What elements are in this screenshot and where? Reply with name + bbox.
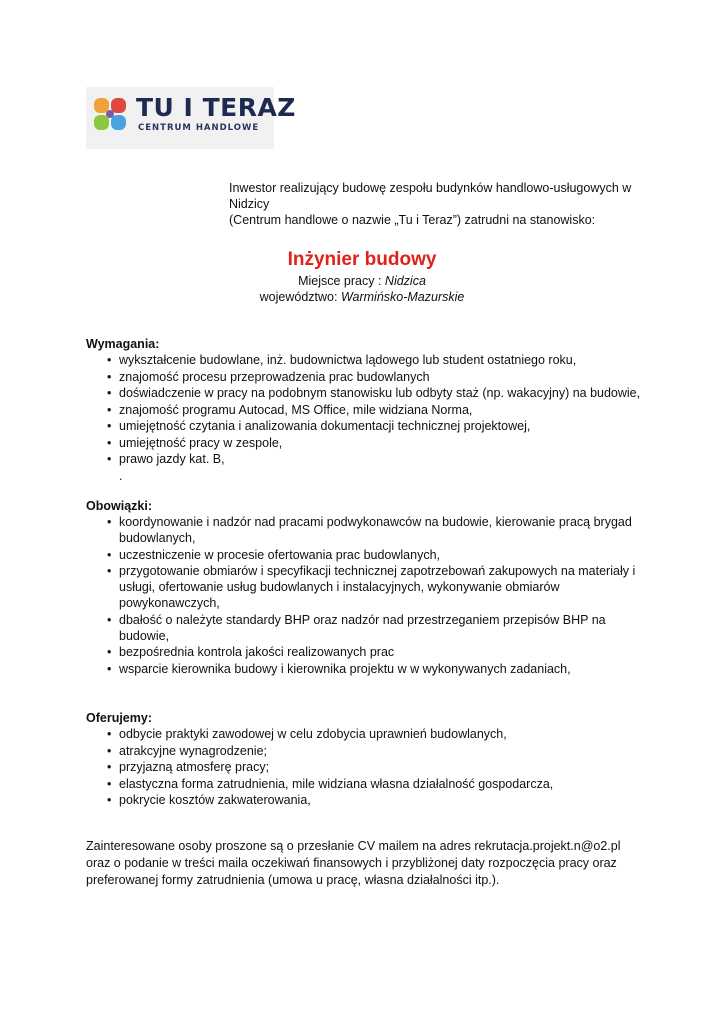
list-item: • przygotowanie obmiarów i specyfikacji technicznej zapotrzebowań zakupowych na materiały i usługi, ofertowanie usług budowlanych i instalacyjnych, wykonywanie obmiarów powykonawczych, bbox=[86, 563, 646, 611]
intro-text bbox=[215, 180, 645, 228]
offer-heading: Oferujemy: bbox=[86, 711, 152, 725]
requirements-heading: Wymagania: bbox=[86, 337, 160, 351]
list-item: • dbałość o należyte standardy BHP oraz nadzór nad przestrzeganiem przepisów BHP na budowie, bbox=[86, 612, 646, 644]
work-region-value: Warmińsko-Mazurskie bbox=[340, 290, 465, 304]
list-item: • pokrycie kosztów zakwaterowania, bbox=[86, 792, 646, 808]
list-item: • przyjazną atmosferę pracy; bbox=[86, 759, 646, 775]
offer-list bbox=[86, 726, 646, 808]
list-item: • umiejętność czytania i analizowania dokumentacji technicznej projektowej, bbox=[86, 418, 646, 434]
work-place bbox=[0, 273, 724, 289]
list-item: • atrakcyjne wynagrodzenie; bbox=[86, 743, 646, 759]
logo-petal-red bbox=[111, 98, 126, 113]
list-item: • wykształcenie budowlane, inż. budownictwa lądowego lub student ostatniego roku, bbox=[86, 352, 646, 368]
intro-line-1: Inwestor realizujący budowę zespołu budynków handlowo-usługowych w Nidzicy bbox=[229, 181, 632, 211]
flower-logo-icon bbox=[92, 96, 128, 132]
requirements-section bbox=[86, 336, 646, 484]
list-trailing-dot: . bbox=[119, 468, 123, 483]
list-item: • wsparcie kierownika budowy i kierownika projektu w w wykonywanych zadaniach, bbox=[86, 661, 646, 677]
work-region bbox=[0, 289, 724, 305]
logo-subtitle: CENTRUM HANDLOWE bbox=[138, 123, 260, 133]
logo-center bbox=[106, 110, 114, 118]
list-item: • koordynowanie i nadzór nad pracami podwykonawców na budowie, kierowanie pracą brygad budowlanych, bbox=[86, 514, 646, 546]
logo-title: TU I TERAZ bbox=[136, 93, 296, 122]
duties-heading: Obowiązki: bbox=[86, 499, 152, 513]
logo-petal-blue bbox=[111, 115, 126, 130]
logo-petal-green bbox=[94, 115, 109, 130]
requirements-list bbox=[86, 352, 646, 484]
list-item: • znajomość procesu przeprowadzenia prac budowlanych bbox=[86, 369, 646, 385]
list-item: • uczestniczenie w procesie ofertowania prac budowlanych, bbox=[86, 547, 646, 563]
logo-petal-orange bbox=[94, 98, 109, 113]
intro-line-2: (Centrum handlowe o nazwie „Tu i Teraz”) zatrudni na stanowisko: bbox=[229, 213, 596, 227]
list-item: • doświadczenie w pracy na podobnym stanowisku lub odbyty staż (np. wakacyjny) na budowie, bbox=[86, 385, 646, 401]
list-item: • bezpośrednia kontrola jakości realizowanych prac bbox=[86, 644, 646, 660]
list-item: • elastyczna forma zatrudnienia, mile widziana własna działalność gospodarcza, bbox=[86, 776, 646, 792]
work-place-value: Nidzica bbox=[384, 274, 426, 288]
list-item: • znajomość programu Autocad, MS Office, mile widziana Norma, bbox=[86, 402, 646, 418]
work-place-label: Miejsce pracy : bbox=[298, 274, 385, 288]
work-region-label: województwo: bbox=[259, 290, 341, 304]
duties-list bbox=[86, 514, 646, 677]
closing-paragraph: Zainteresowane osoby proszone są o przesłanie CV mailem na adres rekrutacja.projekt.n@o2.pl oraz o podanie w treści maila oczekiwań finansowych i przybliżonej daty rozpoczęcia pracy oraz preferowanej formy zatrudnienia (umowa u pracę, własna działalności itp.). bbox=[86, 839, 621, 887]
duties-section bbox=[86, 498, 646, 677]
list-item: • umiejętność pracy w zespole, bbox=[86, 435, 646, 451]
company-logo bbox=[86, 87, 296, 149]
offer-section bbox=[86, 710, 646, 809]
list-item: • prawo jazdy kat. B, bbox=[86, 451, 646, 467]
list-item: • odbycie praktyki zawodowej w celu zdobycia uprawnień budowlanych, bbox=[86, 726, 646, 742]
job-title: Inżynier budowy bbox=[287, 249, 437, 270]
